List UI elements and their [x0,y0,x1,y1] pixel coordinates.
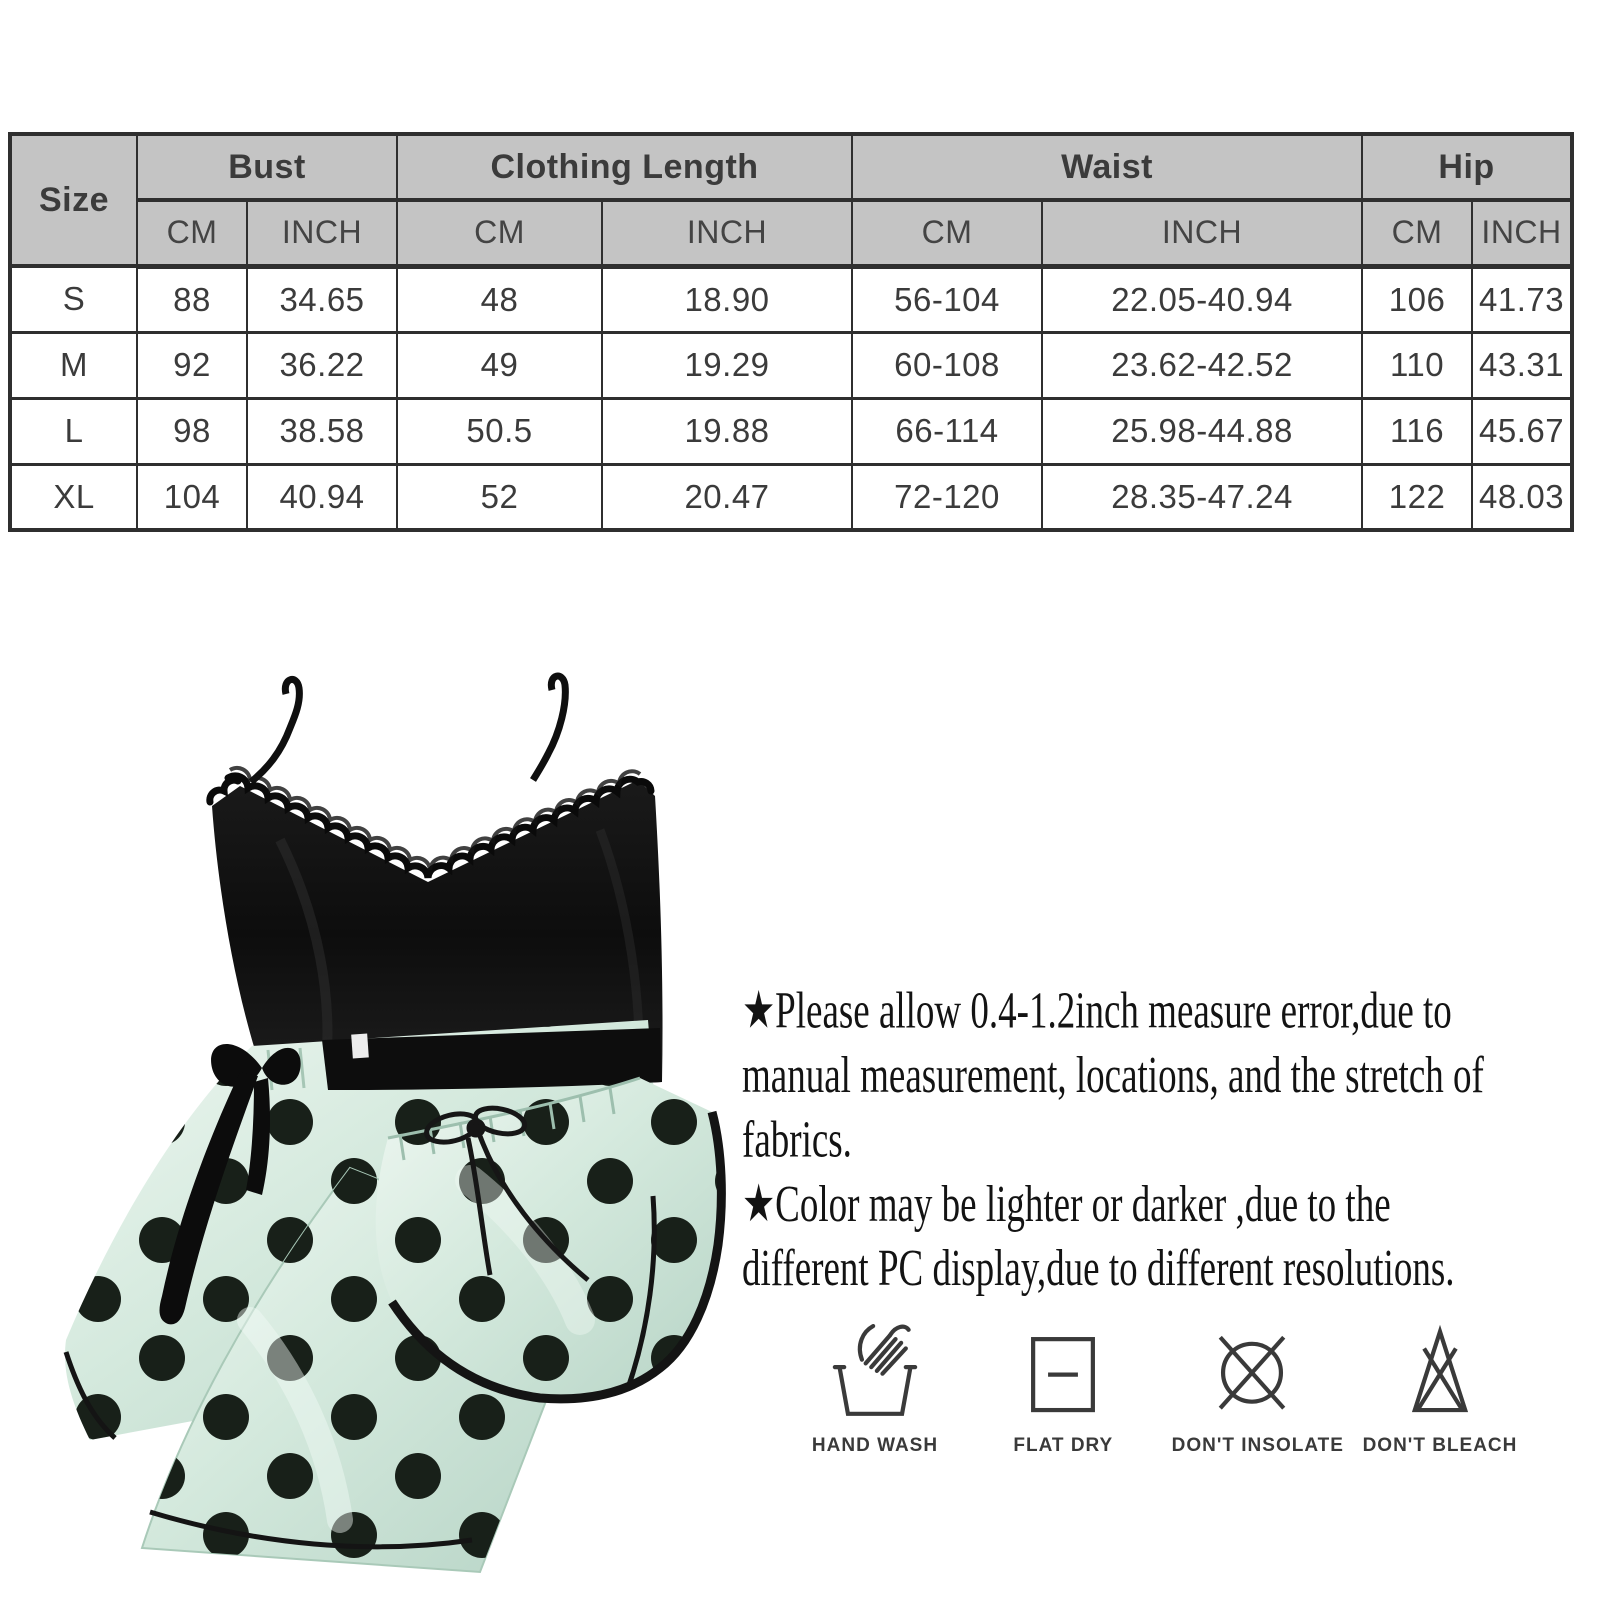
subheader-cm: CM [137,200,247,266]
measurement-notes [742,980,1600,1302]
polka-dot-shorts [376,1078,722,1399]
care-label: DON'T INSOLATE [1171,1435,1344,1456]
dont-bleach-icon [1390,1313,1490,1425]
subheader-inch: INCH [602,200,852,266]
col-header-clothing-length: Clothing Length [397,134,852,200]
cami-strap-right [533,676,565,780]
table-row: M 92 36.22 49 19.29 60-108 23.62-42.52 110 43.31 [10,332,1572,398]
hand-wash-icon [825,1313,925,1425]
note-line: ★Color may be lighter or darker ,due to the [742,1176,1391,1234]
subheader-cm: CM [852,200,1042,266]
note-line: ★Please allow 0.4-1.2inch measure error,due to [742,982,1452,1041]
col-header-waist: Waist [852,134,1362,200]
care-item-dont-insolate [1171,1313,1344,1457]
col-header-size: Size [10,134,137,266]
care-item-dont-bleach [1360,1313,1520,1457]
care-label: DON'T BLEACH [1362,1435,1518,1456]
care-label: HAND WASH [811,1435,939,1456]
care-label: FLAT DRY [1013,1435,1114,1456]
subheader-inch: INCH [1472,200,1572,266]
care-item-hand-wash [795,1313,955,1457]
care-instructions [795,1313,1520,1457]
subheader-cm: CM [397,200,602,266]
col-header-bust: Bust [137,134,397,200]
size-cell: XL [10,464,137,530]
size-cell: M [10,332,137,398]
subheader-inch: INCH [1042,200,1362,266]
size-cell: L [10,398,137,464]
dont-insolate-icon [1202,1313,1302,1425]
care-item-flat-dry [983,1313,1143,1457]
cami-strap-left [251,679,299,782]
note-line: different PC display,due to different resolutions. [742,1240,1455,1298]
table-row: XL 104 40.94 52 20.47 72-120 28.35-47.24 122 48.03 [10,464,1572,530]
subheader-cm: CM [1362,200,1472,266]
col-header-hip: Hip [1362,134,1572,200]
table-row: S 88 34.65 48 18.90 56-104 22.05-40.94 106 41.73 [10,266,1572,332]
note-line: manual measurement, locations, and the stretch of [742,1047,1484,1105]
flat-dry-icon [1013,1313,1113,1425]
size-chart-table [8,132,1574,532]
note-line: fabrics. [742,1111,852,1169]
table-row: L 98 38.58 50.5 19.88 66-114 25.98-44.88 116 45.67 [10,398,1572,464]
subheader-inch: INCH [247,200,397,266]
care-label-tag [351,1033,369,1058]
pajama-set-photo [0,620,800,1600]
size-cell: S [10,266,137,332]
